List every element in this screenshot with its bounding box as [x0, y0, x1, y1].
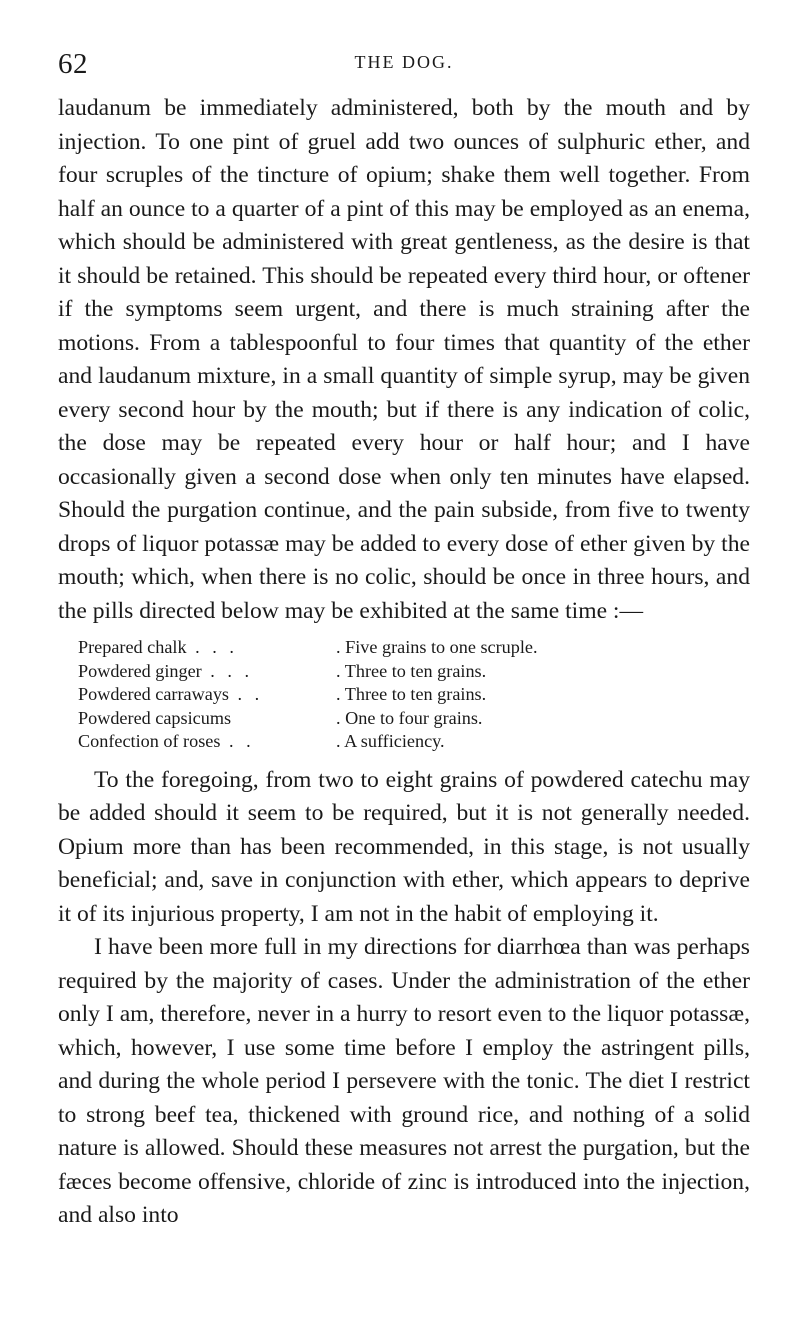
page-number: 62 [58, 48, 88, 80]
paragraph-catechu: To the foregoing, from two to eight grains of powdered catechu may be added should it seem to be required, but it is not generally needed. Opium more than has been recommended, in this stage, is not usually beneficial; and, save in conjunction with ether, which appears to deprive it of its injurious property, I am not in the habit of employing it. [58, 766, 750, 927]
ingredient-amount: . A sufficiency. [336, 731, 445, 751]
recipe-row [78, 683, 750, 707]
recipe-row [78, 636, 750, 660]
paragraph-continued: laudanum be immediately administered, both by the mouth and by injection. To one pint of gruel add two ounces of sulphuric ether, and four scruples of the tincture of opium; shake them well together. From half an ounce to a quarter of a pint of this may be employed as an enema, which should be administered with great gentleness, as the desire is that it should be retained. This should be repeated every third hour, or oftener if the symptoms seem urgent, and there is much straining after the motions. From a tablespoonful to four times that quantity of the ether and laudanum mixture, in a small quantity of simple syrup, may be given every second hour by the mouth; but if there is any indication of colic, the dose may be repeated every hour or half hour; and I have occasionally given a second dose when only ten minutes have elapsed. Should the purgation continue, and the pain subside, from five to twenty drops of liquor potassæ may be added to every dose of ether given by the mouth; which, when there is no colic, should be once in three hours, and the pills directed below may be exhibited at the same time :— [58, 95, 750, 624]
running-head [58, 48, 750, 88]
ingredient-name: Powdered carraways [78, 684, 229, 704]
ingredient-name: Prepared chalk [78, 637, 187, 657]
running-title: THE DOG. [354, 52, 454, 72]
leader-dots: . . . [195, 637, 238, 657]
ingredient-amount: . One to four grains. [336, 707, 483, 728]
recipe-table [78, 636, 750, 754]
recipe-row [78, 707, 750, 731]
ingredient-name: Confection of roses [78, 731, 221, 751]
paragraph-diarrhoea: I have been more full in my directions for diarrhœa than was perhaps required by the majority of cases. Under the administration of the ether only I am, therefore, never in a hurry to resort even to the liquor potassæ, which, however, I use some time before I employ the astringent pills, and during the whole period I persevere with the tonic. The diet I restrict to strong beef tea, thickened with ground rice, and nothing of a solid nature is allowed. Should these measures not arrest the purgation, but the fæces become offensive, chloride of zinc is introduced into the injection, and also into [58, 934, 750, 1228]
recipe-row [78, 660, 750, 684]
leader-dots: . . [228, 731, 255, 751]
leader-dots: . . . [210, 660, 254, 681]
ingredient-name: Powdered ginger [78, 660, 202, 681]
ingredient-amount: . Three to ten grains. [336, 660, 487, 681]
ingredient-amount: . Five grains to one scruple. [336, 637, 538, 657]
ingredient-amount: . Three to ten grains. [336, 684, 487, 704]
recipe-row [78, 730, 750, 754]
ingredient-name: Powdered capsicums [78, 707, 232, 728]
leader-dots: . . [237, 684, 264, 704]
